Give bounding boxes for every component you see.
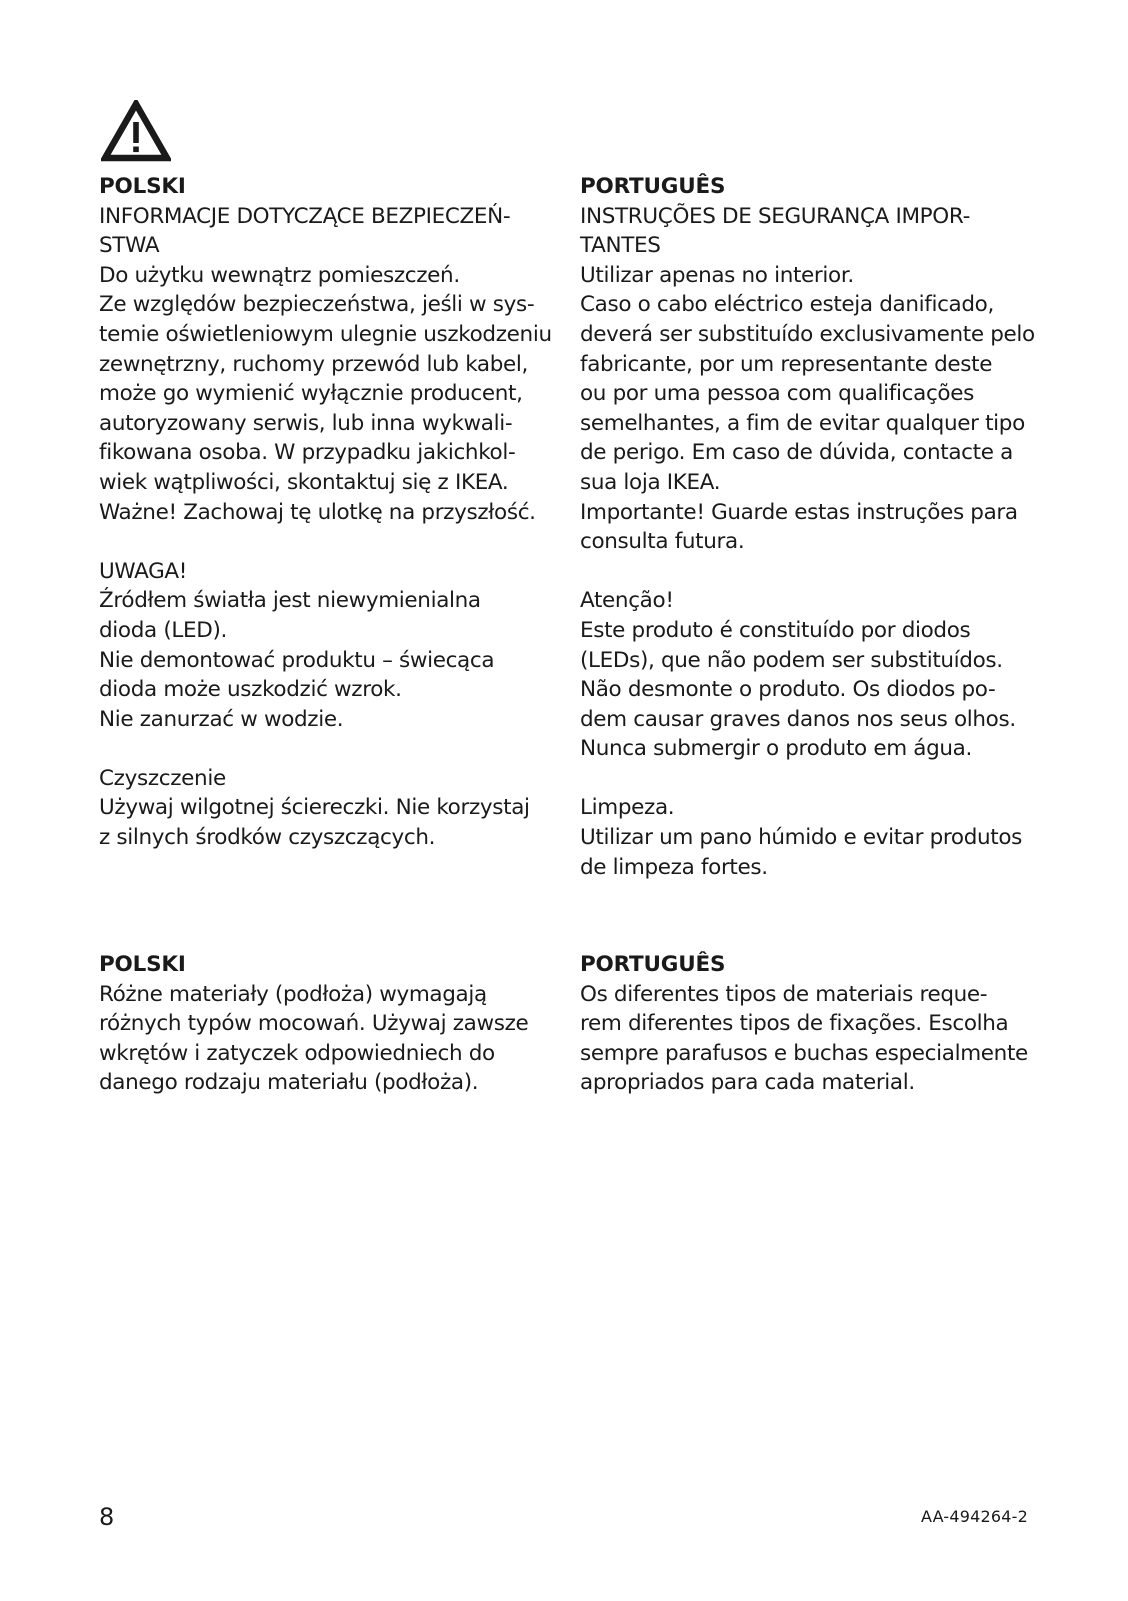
text-line: TANTES: [580, 233, 661, 259]
text-line: Źródłem światła jest niewymienialna: [99, 588, 481, 614]
text-line: Este produto é constituído por diodos: [580, 617, 971, 643]
text-line: wiek wątpliwości, skontaktuj się z IKEA.: [99, 469, 509, 495]
text-line: Czyszczenie: [99, 765, 226, 791]
text-line: de perigo. Em caso de dúvida, contacte a: [580, 440, 1013, 466]
warning-triangle-icon: [101, 100, 171, 162]
text-line: Nie zanurzać w wodzie.: [99, 706, 344, 732]
text-line: wkrętów i zatyczek odpowiedniech do: [99, 1040, 495, 1066]
section-heading: POLSKI: [99, 952, 186, 977]
text-line: różnych typów mocowań. Używaj zawsze: [99, 1011, 529, 1037]
text-line: autoryzowany serwis, lub inna wykwali-: [99, 410, 513, 436]
text-line: Ze względów bezpieczeństwa, jeśli w sys-: [99, 292, 535, 318]
section-heading: PORTUGUÊS: [580, 174, 726, 199]
text-line: Utilizar apenas no interior.: [580, 262, 854, 288]
text-line: INFORMACJE DOTYCZĄCE BEZPIECZEŃ-: [99, 203, 511, 229]
text-line: STWA: [99, 233, 160, 259]
text-line: dioda (LED).: [99, 617, 227, 643]
section-body: [99, 202, 559, 853]
text-line: fikowana osoba. W przypadku jakichkol-: [99, 440, 516, 466]
text-line: Atenção!: [580, 588, 674, 614]
section-body: [99, 980, 559, 1098]
text-line: zewnętrzny, ruchomy przewód lub kabel,: [99, 351, 529, 377]
text-line: Ważne! Zachowaj tę ulotkę na przyszłość.: [99, 499, 536, 525]
text-line: Różne materiały (podłoża) wymagają: [99, 981, 487, 1007]
portugues-safety-section: [580, 172, 1040, 882]
text-line: ou por uma pessoa com qualificações: [580, 381, 974, 407]
polski-safety-section: [99, 172, 559, 853]
text-line: Do użytku wewnątrz pomieszczeń.: [99, 262, 460, 288]
polski-mounting-section: [99, 950, 559, 1098]
text-line: rem diferentes tipos de fixações. Escolha: [580, 1011, 1009, 1037]
text-line: danego rodzaju materiału (podłoża).: [99, 1070, 479, 1096]
text-line: (LEDs), que não podem ser substituídos.: [580, 647, 1003, 673]
section-body: [580, 202, 1040, 883]
text-line: dem causar graves danos nos seus olhos.: [580, 706, 1016, 732]
text-line: sempre parafusos e buchas especialmente: [580, 1040, 1028, 1066]
text-line: Caso o cabo eléctrico esteja danificado,: [580, 292, 994, 318]
document-code: AA-494264-2: [921, 1507, 1028, 1526]
section-body: [580, 980, 1040, 1098]
text-line: INSTRUÇÕES DE SEGURANÇA IMPOR-: [580, 203, 971, 229]
page-number: 8: [99, 1503, 115, 1531]
paragraph-gap: [99, 734, 559, 764]
text-line: z silnych środków czyszczących.: [99, 825, 436, 851]
paragraph-gap: [580, 764, 1040, 794]
text-line: Nie demontować produktu – świecąca: [99, 647, 495, 673]
text-line: może go wymienić wyłącznie producent,: [99, 381, 523, 407]
text-line: de limpeza fortes.: [580, 854, 768, 880]
paragraph-gap: [99, 527, 559, 557]
text-line: apropriados para cada material.: [580, 1070, 915, 1096]
text-line: Limpeza.: [580, 795, 675, 821]
text-line: Não desmonte o produto. Os diodos po-: [580, 677, 996, 703]
paragraph-gap: [580, 557, 1040, 587]
text-line: Używaj wilgotnej ściereczki. Nie korzystaj: [99, 795, 530, 821]
section-heading: POLSKI: [99, 174, 186, 199]
text-line: semelhantes, a fim de evitar qualquer tipo: [580, 410, 1025, 436]
text-line: deverá ser substituído exclusivamente pelo: [580, 321, 1035, 347]
portugues-mounting-section: [580, 950, 1040, 1098]
text-line: fabricante, por um representante deste: [580, 351, 993, 377]
text-line: Utilizar um pano húmido e evitar produtos: [580, 825, 1023, 851]
text-line: temie oświetleniowym ulegnie uszkodzeniu: [99, 321, 552, 347]
text-line: consulta futura.: [580, 529, 745, 555]
text-line: Nunca submergir o produto em água.: [580, 736, 972, 762]
text-line: dioda może uszkodzić wzrok.: [99, 677, 402, 703]
text-line: sua loja IKEA.: [580, 469, 721, 495]
section-heading: PORTUGUÊS: [580, 952, 726, 977]
text-line: UWAGA!: [99, 558, 188, 584]
text-line: Importante! Guarde estas instruções para: [580, 499, 1018, 525]
text-line: Os diferentes tipos de materiais reque-: [580, 981, 988, 1007]
